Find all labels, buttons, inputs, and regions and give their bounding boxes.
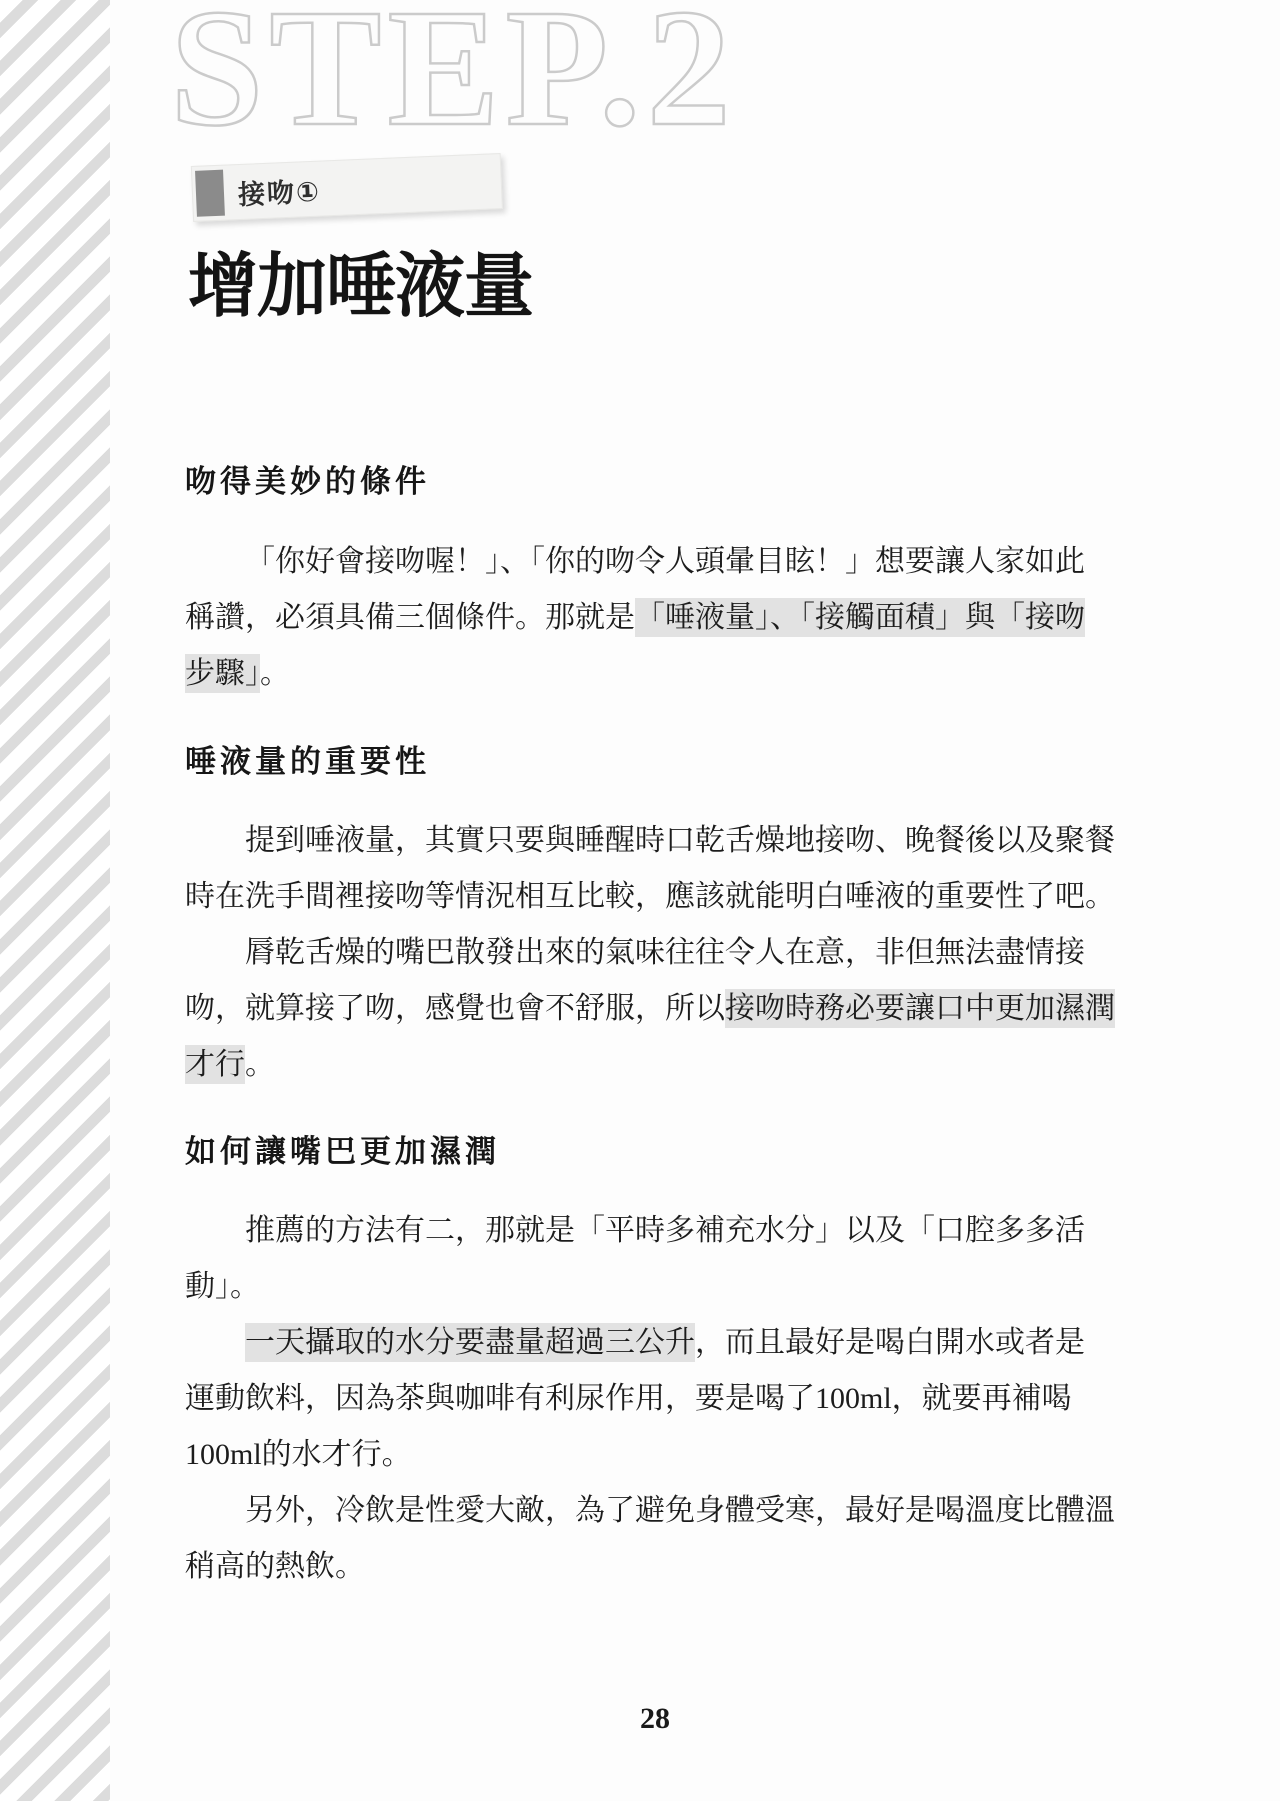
text-segment: 。 xyxy=(245,1048,275,1081)
section-heading: 吻得美妙的條件 xyxy=(185,464,430,499)
text-segment: 動」。 xyxy=(185,1270,260,1303)
body-line xyxy=(185,1209,1205,1253)
body-line xyxy=(185,1043,1145,1087)
body-line xyxy=(185,931,1205,975)
tab-marker xyxy=(195,170,225,217)
diagonal-stripes-decoration xyxy=(0,0,110,1801)
highlighted-segment: 一天攝取的水分要盡量超過三公升 xyxy=(245,1326,695,1359)
page-title: 增加唾液量 xyxy=(188,247,533,325)
body-line xyxy=(185,819,1205,863)
body-line xyxy=(185,1321,1205,1365)
body-line xyxy=(185,1433,1145,1477)
highlighted-segment: 接吻時務必要讓口中更加濕潤 xyxy=(725,992,1115,1025)
text-segment: 。 xyxy=(260,657,290,690)
section-tab xyxy=(191,153,503,222)
page-number: 28 xyxy=(640,1702,670,1735)
highlighted-segment: 步驟」 xyxy=(185,657,260,690)
text-segment: 時在洗手間裡接吻等情況相互比較，應該就能明白唾液的重要性了吧。 xyxy=(185,880,1115,913)
highlighted-segment: 才行 xyxy=(185,1048,245,1081)
body-line xyxy=(185,1545,1145,1589)
text-segment: 稍高的熱飲。 xyxy=(185,1550,365,1583)
text-segment: 提到唾液量，其實只要與睡醒時口乾舌燥地接吻、晚餐後以及聚餐 xyxy=(245,824,1115,857)
body-line xyxy=(185,987,1145,1031)
highlighted-segment: 「唾液量」、「接觸面積」與「接吻 xyxy=(635,601,1085,634)
tab-label: 接吻① xyxy=(237,176,322,210)
text-segment: 推薦的方法有二，那就是「平時多補充水分」以及「口腔多多活 xyxy=(245,1214,1085,1247)
text-segment: 運動飲料，因為茶與咖啡有利尿作用，要是喝了100ml，就要再補喝 xyxy=(185,1382,1072,1415)
step-watermark-text: STEP.2 xyxy=(170,0,737,151)
body-line xyxy=(185,1377,1145,1421)
text-segment: 脣乾舌燥的嘴巴散發出來的氣味往往令人在意，非但無法盡情接 xyxy=(245,936,1085,969)
text-segment: 另外，冷飲是性愛大敵，為了避免身體受寒，最好是喝溫度比體溫 xyxy=(245,1494,1115,1527)
body-line xyxy=(185,652,1145,696)
body-line xyxy=(185,540,1205,584)
body-line xyxy=(185,1265,1145,1309)
body-line xyxy=(185,875,1145,919)
body-line xyxy=(185,596,1145,640)
text-segment: 稱讚，必須具備三個條件。那就是 xyxy=(185,601,635,634)
section-heading: 唾液量的重要性 xyxy=(185,744,430,779)
body-line xyxy=(185,1489,1205,1533)
text-segment: ，而且最好是喝白開水或者是 xyxy=(695,1326,1085,1359)
section-heading: 如何讓嘴巴更加濕潤 xyxy=(185,1134,500,1169)
text-segment: 100ml的水才行。 xyxy=(185,1438,412,1471)
step-watermark xyxy=(168,0,888,151)
text-segment: 吻，就算接了吻，感覺也會不舒服，所以 xyxy=(185,992,725,1025)
text-segment: 「你好會接吻喔！」、「你的吻令人頭暈目眩！」想要讓人家如此 xyxy=(245,545,1085,578)
